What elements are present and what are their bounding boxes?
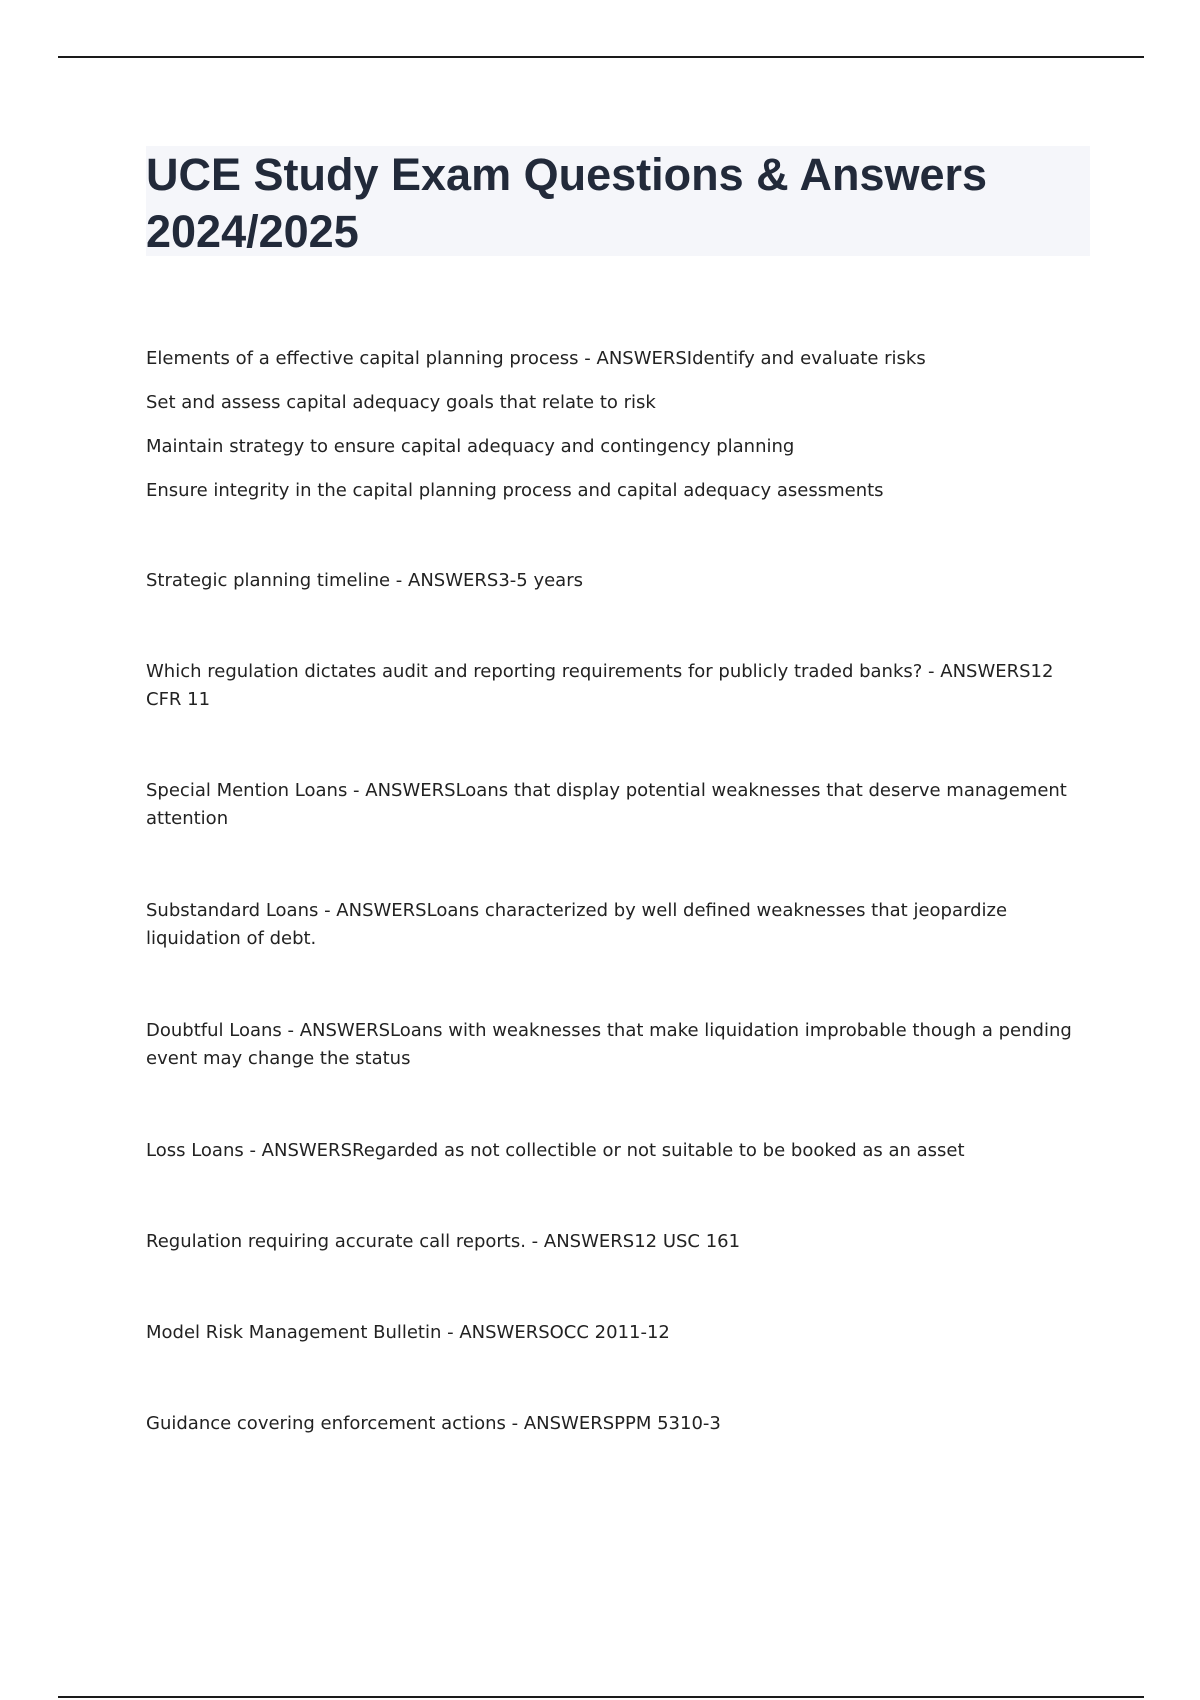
qa-entry: Which regulation dictates audit and reporting requirements for publicly traded banks? - ANSWERS12 CFR 11 (146, 661, 1054, 710)
qa-entry: Special Mention Loans - ANSWERSLoans that display potential weaknesses that deserve management attention (146, 780, 1067, 829)
qa-entry: Strategic planning timeline - ANSWERS3-5 years (146, 570, 583, 591)
qa-entry: Guidance covering enforcement actions - ANSWERSPPM 5310-3 (146, 1413, 721, 1434)
top-rule (58, 56, 1144, 58)
qa-entry: Maintain strategy to ensure capital adequacy and contingency planning (146, 436, 795, 457)
qa-entry: Model Risk Management Bulletin - ANSWERSOCC 2011-12 (146, 1322, 670, 1343)
qa-entry: Loss Loans - ANSWERSRegarded as not collectible or not suitable to be booked as an asset (146, 1140, 965, 1161)
bottom-rule (58, 1696, 1144, 1698)
qa-entry: Set and assess capital adequacy goals that relate to risk (146, 392, 656, 413)
qa-entry: Ensure integrity in the capital planning process and capital adequacy asessments (146, 480, 884, 501)
qa-entry: Doubtful Loans - ANSWERSLoans with weaknesses that make liquidation improbable though a pending event may change the status (146, 1020, 1072, 1069)
document-body (146, 345, 1090, 1438)
capital-planning-group (146, 345, 1090, 505)
qa-entry: Elements of a effective capital planning process - ANSWERSIdentify and evaluate risks (146, 348, 926, 369)
qa-entry: Regulation requiring accurate call reports. - ANSWERS12 USC 161 (146, 1231, 741, 1252)
title-block (146, 146, 1090, 256)
qa-entry: Substandard Loans - ANSWERSLoans characterized by well defined weaknesses that jeopardize liquidation of debt. (146, 900, 1008, 949)
page-title: UCE Study Exam Questions & Answers 2024/2025 (146, 149, 988, 257)
